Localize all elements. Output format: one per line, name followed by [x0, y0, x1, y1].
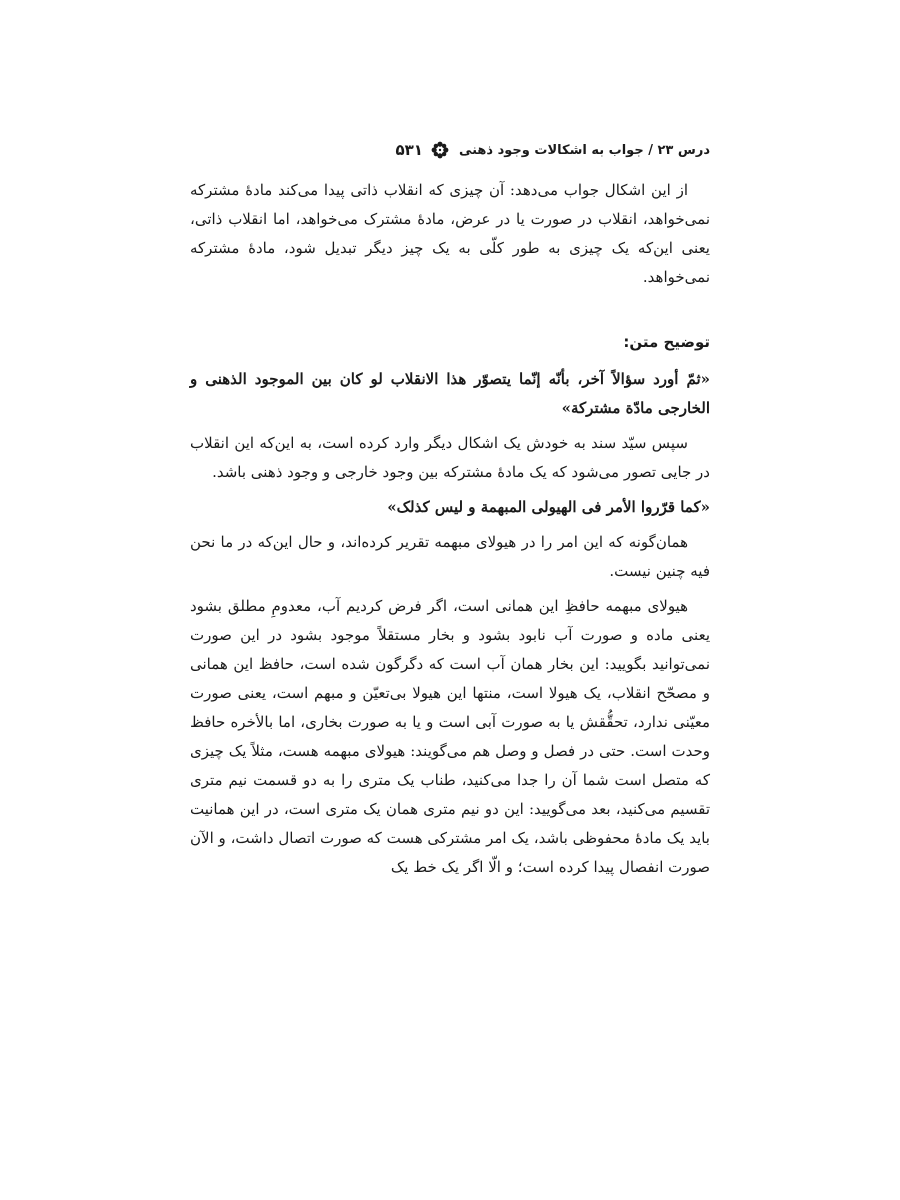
paragraph-explanation-2: همان‌گونه که این امر را در هیولای مبهمه تقریر کرده‌اند، و حال این‌که در ما نحن فیه چنین نیست. [190, 533, 710, 580]
page-number: ۵۳۱ [395, 141, 423, 159]
flower-ornament-icon [431, 141, 449, 159]
section-heading: توضیح متن: [623, 333, 710, 351]
paragraph-answer: از این اشکال جواب می‌دهد: آن چیزی که انقلاب ذاتی پیدا می‌کند مادهٔ مشترکه نمی‌خواهد، انقلاب در صورت یا در عرض، مادهٔ مشترک می‌خواهد، اما انقلاب ذاتی، یعنی این‌که یک چیزی به طور کلّی به یک چیز دیگر تبدیل شود، مادهٔ مشترکه نمی‌خواهد. [190, 181, 710, 286]
lesson-title: درس ۲۳ / جواب به اشکالات وجود ذهنی [458, 142, 710, 158]
paragraph-hyle: هیولای مبهمه حافظِ این همانی است، اگر فرض کردیم آب، معدومِ مطلق بشود یعنی ماده و صورت آب نابود بشود و بخار مستقلاً موجود بشود در این صورت نمی‌توانید بگویید: این بخار همان آب است که دگرگون شده است، حافظ این همانی و مصحّح انقلاب، یک هیولا است، منتها این هیولا بی‌تعیّن و مبهم است، یعنی صورت معیّنی ندارد، تحقُّقش یا به صورت آبی است و یا به صورت بخاری، اما بالأخره حافظ وحدت است. حتی در فصل و وصل هم می‌گویند: هیولای مبهمه هست، مثلاً یک چیزی که متصل است شما آن را جدا می‌کنید، طناب یک متری را به دو قسمت نیم متری تقسیم می‌کنید، بعد می‌گویید: این دو نیم متری همان یک متری است، در این همانیت باید یک مادهٔ محفوظی باشد، یک امر مشترکی هست که صورت اتصال داشت، و الآن صورت انفصال پیدا کرده است؛ و الّا اگر یک خط یک [190, 597, 710, 876]
arabic-quote-1: «ثمّ أورد سؤالاً آخر، بأنّه إنّما یتصوّر هذا الانقلاب لو کان بین الموجود الذهنی و الخارجی مادّة مشترکة» [190, 370, 710, 417]
arabic-quote-2: «کما قرّروا الأمر فی الهیولی المبهمة و لیس کذلک» [387, 498, 710, 516]
running-header [190, 138, 710, 162]
paragraph-explanation-1: سپس سیّد سند به خودش یک اشکال دیگر وارد کرده است، به این‌که این انقلاب در جایی تصور می‌شود که یک مادهٔ مشترکه بین وجود خارجی و وجود ذهنی باشد. [190, 434, 710, 481]
page-body [190, 176, 710, 888]
